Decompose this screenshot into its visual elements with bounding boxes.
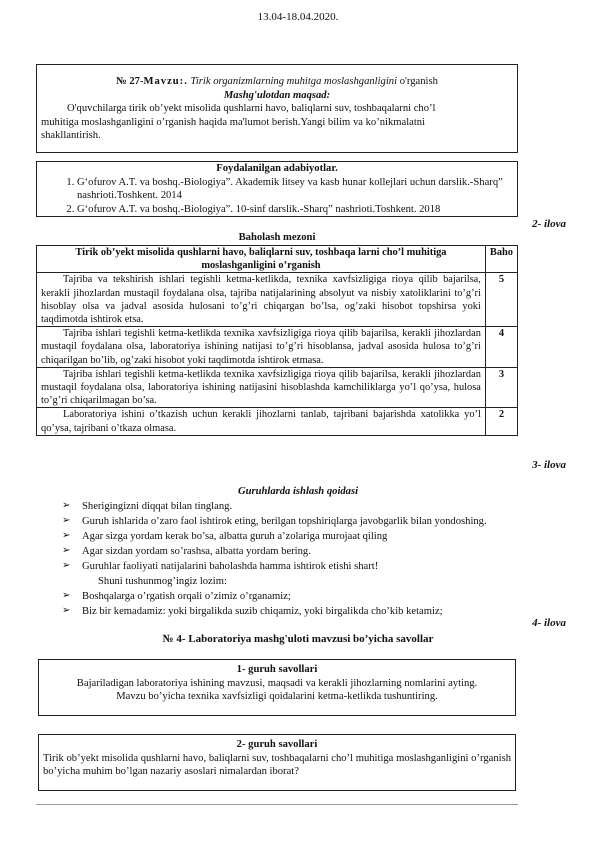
- rule-item: ➢ Guruhlar faoliyati natijalarini baholashda hamma ishtirok etishi shart!: [62, 559, 379, 572]
- goal-heading: Mashg'ulotdan maqsad:: [223, 89, 331, 101]
- rule-item: ➢ Agar sizdan yordam so’rashsa, albatta yordam bering.: [62, 544, 311, 557]
- rule-item: ➢ Biz bir kemadamiz: yoki birgalikda suzib chiqamiz, yoki birgalikda cho’kib ketamiz;: [62, 604, 443, 617]
- grading-row-text: Tajriba ishlari tegishli ketma-ketlikda texnika xavfsizligiga rioya qilib bajarilsa, kerakli jihozlardan mustaqil foydalana olsa, laboratoriya ishining natijasi to’g’ri hisoblansa, jadval asosida hulosa to’g’ri chiqarilgan bo’lib, og’zaki hisobot yoki taqdimotda ishtirok etmasa.: [37, 327, 486, 368]
- topic-mavzu-label: Mavzu:.: [143, 76, 188, 87]
- grading-row: [37, 408, 518, 435]
- goal-text-line-1: O'quvchilarga tirik ob’yekt misolida qushlarni havo, baliqlarni suv, toshbaqalarni cho’l: [67, 103, 436, 115]
- topic-title-suffix: o'rganish: [399, 76, 438, 87]
- rule-item: ➢ Sherigingizni diqqat bilan tinglang.: [62, 500, 233, 512]
- grading-criteria-header: Tirik ob’yekt misolida qushlarni havo, baliqlarni suv, toshbaqa larni cho’l muhitiga moslashganligini o’rganish: [37, 246, 486, 273]
- arrowhead-bullet-icon: ➢: [62, 544, 71, 556]
- group2-heading: 2- guruh savollari: [236, 739, 318, 750]
- rules-title: Guruhlarda ishlash qoidasi: [237, 486, 359, 497]
- ilova-2-label: 2- ilova: [532, 218, 566, 230]
- rules-list: [62, 500, 562, 620]
- group1-heading: 1- guruh savollari: [236, 664, 318, 675]
- lab-questions-title: № 4- Laboratoriya mashg'uloti mavzusi bo’yicha savollar: [162, 633, 434, 645]
- grading-row-score: 5: [485, 273, 517, 327]
- literature-heading: Foydalanilgan adabiyotlar.: [216, 163, 338, 174]
- date-line: 13.04-18.04.2020.: [257, 11, 339, 23]
- arrowhead-bullet-icon: ➢: [62, 604, 71, 616]
- group2-questions-box: [38, 734, 516, 791]
- ilova-3-label: 3- ilova: [532, 459, 566, 471]
- arrowhead-bullet-icon: ➢: [62, 589, 71, 601]
- grading-row-score: 2: [485, 408, 517, 435]
- grading-row: [37, 327, 518, 368]
- goal-text-line-2: muhitiga moslashganligini o’rganish haqida ma'lumot berish.Yangi bilim va ko’nikmalatni: [41, 116, 426, 128]
- literature-item: 1. G‘ofurov A.T. va boshq.-Biologiya”. Akademik litsey va kasb hunar kollejlari uchun darslik.-Sharq” nashrioti.Toshkent. 2014: [77, 176, 513, 203]
- arrowhead-bullet-icon: ➢: [62, 559, 71, 571]
- goal-text-line-3: shakllantirish.: [41, 130, 101, 142]
- rule-item: ➢ Agar sizga yordam kerak bo’sa, albatta guruh a’zolariga murojaat qiling: [62, 529, 388, 542]
- grading-row-score: 3: [485, 367, 517, 408]
- topic-title: Tirik organizmlarning muhitga moslashganligini: [190, 76, 398, 87]
- grading-title: Baholash mezoni: [238, 232, 316, 243]
- grading-row: [37, 367, 518, 408]
- rule-item: ➢ Guruh ishlarida o’zaro faol ishtirok eting, berilgan topshiriqlarga javobgarlik bilan yondoshing.: [62, 514, 487, 527]
- grading-row: [37, 273, 518, 327]
- literature-item: 2. G‘ofurov A.T. va boshq.-Biologiya”. 10-sinf darslik.-Sharq” nashrioti.Toshkent. 2018: [77, 203, 513, 217]
- arrowhead-bullet-icon: ➢: [62, 500, 71, 511]
- topic-box: [36, 64, 518, 153]
- bottom-divider: [36, 804, 518, 805]
- group1-question-1: Bajariladigan laboratoriya ishining mavzusi, maqsadi va kerakli jihozlarning nomlarini ayting.: [76, 677, 478, 689]
- group1-question-2: Mavzu bo’yicha texnika xavfsizligi qoidalarini ketma-ketlikda tushuntiring.: [116, 691, 438, 703]
- literature-box: [36, 161, 518, 217]
- rule-item: ➢ Boshqalarga o’rgatish orqali o’zimiz o’rganamiz;: [62, 589, 291, 602]
- grading-row-score: 4: [485, 327, 517, 368]
- arrowhead-bullet-icon: ➢: [62, 529, 71, 541]
- grading-table: [36, 245, 518, 436]
- arrowhead-bullet-icon: ➢: [62, 514, 71, 526]
- grading-row-text: Laboratoriya ishini o’tkazish uchun kerakli jihozlarni tanlab, tajribani bajarishda xatolikka yo’l qo’ysa, tajribani o’tkaza olmasa.: [37, 408, 486, 435]
- grading-header-row: [37, 246, 518, 273]
- rule-note: Shuni tushunmog’ingiz lozim:: [98, 575, 227, 587]
- grading-row-text: Tajriba ishlari tegishli ketma-ketlikda texnika xavfsizligiga rioya qilib bajarilsa, kerakli jihozlardan mustaqil foydalana olsa, laboratoriya ishining natijasini hisoblashda kamchiliklarga yo’l qo’ysa, hulosa to’g’ri chiqarilmagan bo’sa.: [37, 367, 486, 408]
- grading-score-header: Baho: [485, 246, 517, 273]
- group1-questions-box: [38, 659, 516, 716]
- grading-row-text: Tajriba va tekshirish ishlari tegishli ketma-ketlikda, texnika xavfsizligiga rioya qilib bajarilsa, kerakli jihozlardan mustaqil foydalana olsa, tajriba natijalarining absolyut va nisbiy xatoliklarini to’g’ri hisoblay olsa va jadval asosida hulosani to’g’ri chiqargan bo’lsa, og’zaki hisobot topshirsa yoki taqdimotda ishtirok etsa.: [37, 273, 486, 327]
- ilova-4-label: 4- ilova: [532, 617, 566, 629]
- topic-number: № 27-: [116, 76, 144, 87]
- group2-question: Tirik ob’yekt misolida qushlarni havo, baliqlarni suv, toshbaqalarni cho’l muhitiga moslashganligini o’rganish bo’yicha muhim bo’lgan nazariy asoslari nimalardan iborat?: [43, 752, 511, 778]
- topic-title-line: [41, 75, 513, 89]
- literature-list: [41, 176, 513, 217]
